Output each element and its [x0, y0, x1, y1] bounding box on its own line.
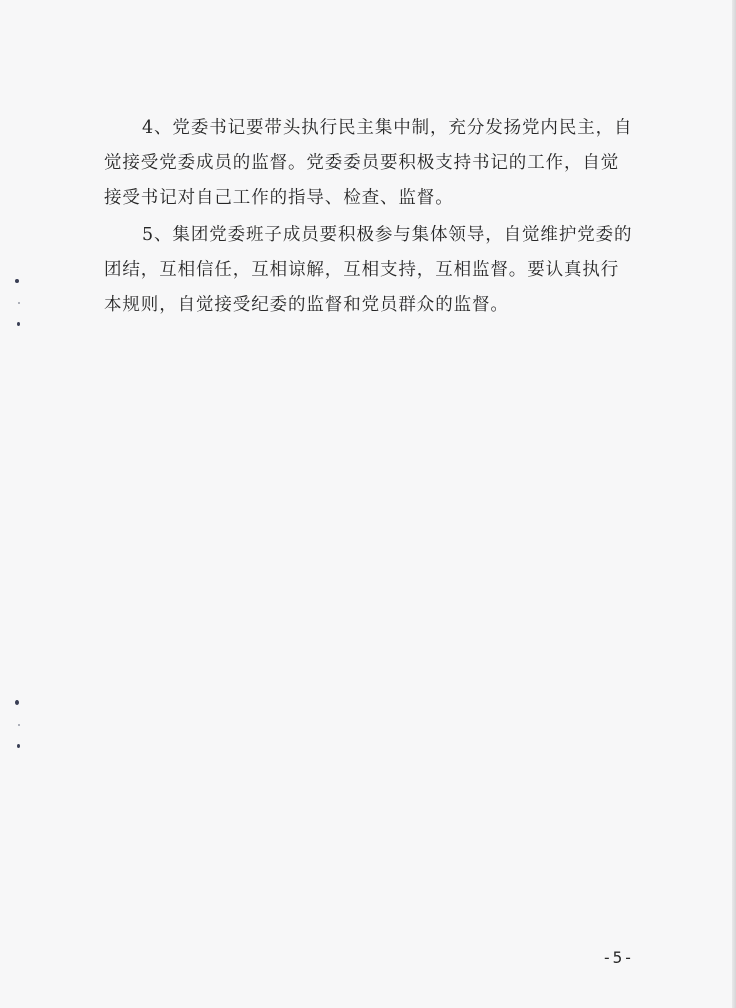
text-line: 接受书记对自己工作的指导、检查、监督。 — [104, 188, 454, 208]
page-number: -5- — [602, 948, 634, 967]
scan-speck — [17, 744, 20, 748]
scan-speck — [17, 322, 20, 326]
scan-speck — [18, 302, 20, 304]
text-line: 觉接受党委成员的监督。党委委员要积极支持书记的工作，自觉 — [104, 153, 620, 173]
text-line: 本规则，自觉接受纪委的监督和党员群众的监督。 — [104, 295, 509, 315]
document-body — [104, 111, 644, 323]
paragraph-5 — [104, 218, 644, 323]
text-line: 5、集团党委班子成员要积极参与集体领导，自觉维护党委的 — [142, 225, 633, 245]
scan-speck — [15, 279, 19, 283]
text-line: 4、党委书记要带头执行民主集中制，充分发扬党内民主，自 — [142, 118, 633, 138]
scan-speck — [18, 724, 20, 726]
paragraph-4 — [104, 111, 644, 216]
scan-speck — [15, 700, 19, 705]
page-edge-shadow — [732, 0, 736, 1008]
text-line: 团结，互相信任，互相谅解，互相支持，互相监督。要认真执行 — [104, 260, 620, 280]
